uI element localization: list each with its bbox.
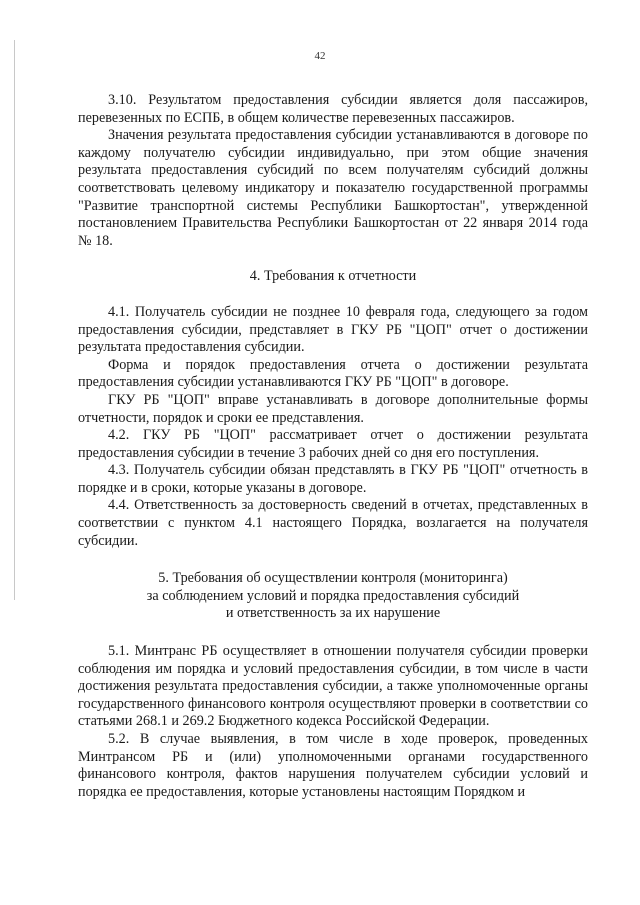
paragraph-3-10: 3.10. Результатом предоставления субсидии является доля пассажиров, перевезенных по ЕСПБ, в общем количестве перевезенных пассажиров. [78, 92, 588, 126]
paragraph-5-2: 5.2. В случае выявления, в том числе в ходе проверок, проведенных Минтрансом РБ и (или) уполномоченными органами государственного финансового контроля, фактов нарушения получателем субсидии условий и порядка ее предоставления, которые установлены настоящим Порядком и [78, 731, 588, 800]
section-4-heading: 4. Требования к отчетности [249, 268, 417, 285]
section-5-heading-line-1: 5. Требования об осуществлении контроля (мониторинга) [158, 570, 508, 587]
paragraph-4-2: 4.2. ГКУ РБ "ЦОП" рассматривает отчет о достижении результата предоставления субсидии в течение 3 рабочих дней со дня его поступления. [78, 427, 588, 461]
paragraph-3-10-values: Значения результата предоставления субсидии устанавливаются в договоре по каждому получателю субсидии индивидуально, при этом общие значения результата предоставления субсидий по всем получателям субсидий должны соответствовать целевому индикатору и показателю государственной программы "Развитие транспортной системы Республики Башкортостан", утвержденной постановлением Правительства Республики Башкортостан от 22 января 2014 года № 18. [78, 127, 588, 249]
scan-edge-line [14, 40, 15, 600]
paragraph-4-4: 4.4. Ответственность за достоверность сведений в отчетах, представленных в соответствии с пунктом 4.1 настоящего Порядка, возлагается на получателя субсидии. [78, 497, 588, 549]
section-5-heading-line-3: и ответственность за их нарушение [225, 605, 441, 622]
paragraph-5-1: 5.1. Минтранс РБ осуществляет в отношении получателя субсидии проверки соблюдения им порядка и условий предоставления субсидии, в том числе в части достижения результата предоставления субсидии, а также уполномоченные органы государственного финансового контроля осуществляют проверки в соответствии со статьями 268.1 и 269.2 Бюджетного кодекса Российской Федерации. [78, 643, 588, 730]
document-body [78, 92, 588, 801]
paragraph-4-1-additional: ГКУ РБ "ЦОП" вправе устанавливать в договоре дополнительные формы отчетности, порядок и сроки ее представления. [78, 391, 588, 426]
section-5-heading-line-2: за соблюдением условий и порядка предоставления субсидий [146, 587, 520, 604]
paragraph-4-3: 4.3. Получатель субсидии обязан представлять в ГКУ РБ "ЦОП" отчетность в порядке и в сроки, которые указаны в договоре. [78, 462, 588, 496]
paragraph-4-1-form: Форма и порядок предоставления отчета о достижении результата предоставления субсидии устанавливаются ГКУ РБ "ЦОП" в договоре. [78, 356, 588, 391]
page-number: 42 [314, 50, 326, 62]
paragraph-4-1: 4.1. Получатель субсидии не позднее 10 февраля года, следующего за годом предоставления субсидии, представляет в ГКУ РБ "ЦОП" отчет о достижении результата предоставления субсидии. [78, 303, 588, 356]
